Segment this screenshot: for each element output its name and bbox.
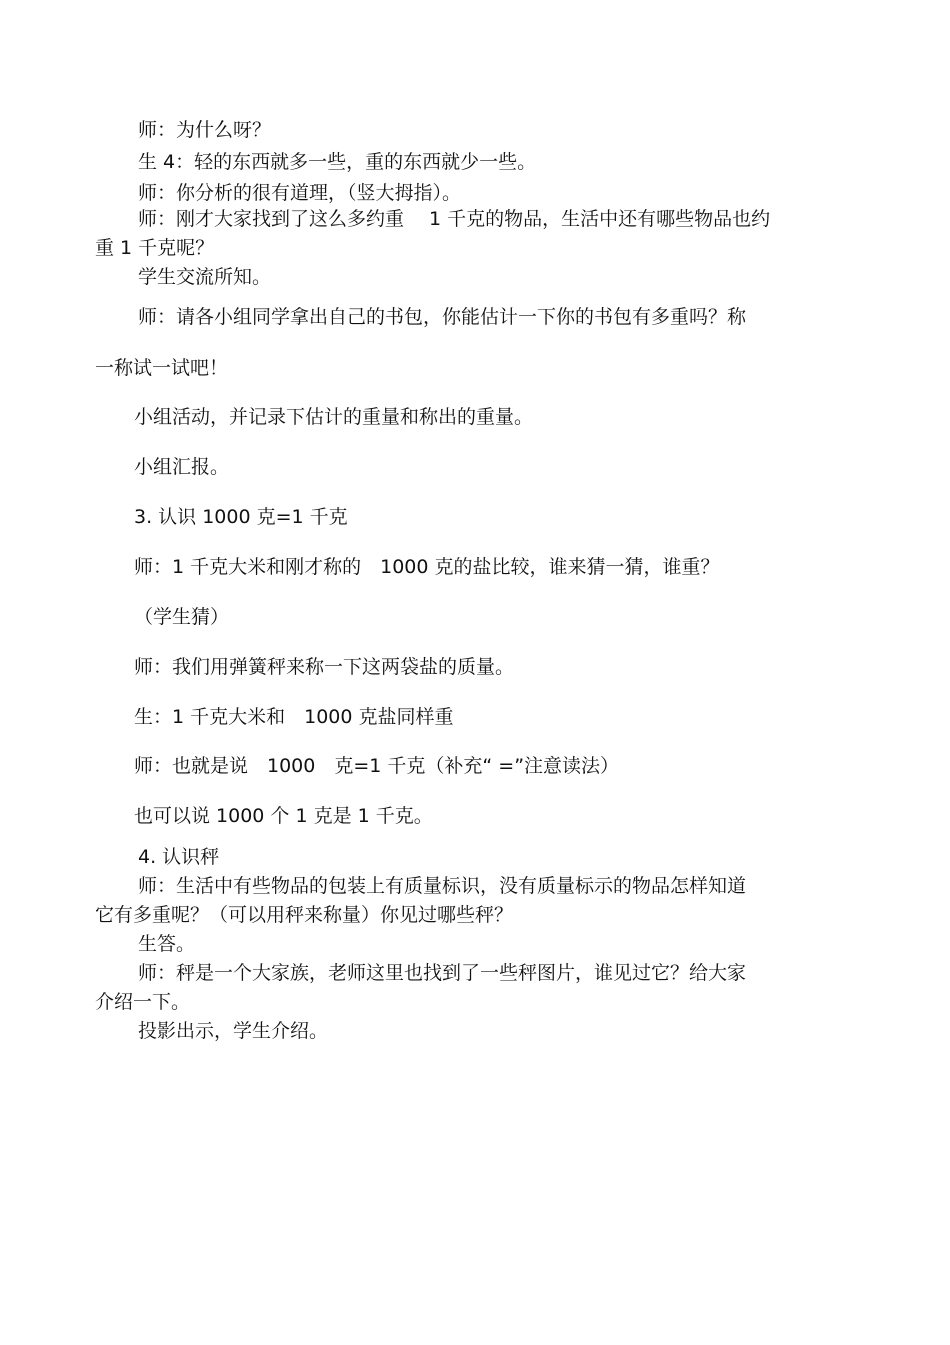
text-line: 小组活动，并记录下估计的重量和称出的重量。 (134, 406, 534, 428)
text-line: 重 1 千克呢？ (95, 237, 215, 259)
text-line: 师：也就是说 1000 克=1 千克（补充“ =”注意读法） (134, 755, 620, 777)
section-heading: 3. 认识 1000 克=1 千克 (134, 506, 348, 528)
section-heading: 4. 认识秤 (138, 846, 220, 868)
text-line: 一称试一试吧！ (95, 357, 229, 379)
text-line: （学生猜） (134, 606, 230, 628)
text-line: 投影出示，学生介绍。 (138, 1020, 329, 1042)
text-line: 师：1 千克大米和刚才称的 1000 克的盐比较，谁来猜一猜，谁重？ (134, 556, 720, 578)
text-line: 也可以说 1000 个 1 克是 1 千克。 (134, 805, 433, 827)
text-line: 生答。 (138, 933, 196, 955)
text-line: 师：刚才大家找到了这么多约重 1 千克的物品，生活中还有哪些物品也约 (138, 208, 771, 230)
text-line: 师：请各小组同学拿出自己的书包，你能估计一下你的书包有多重吗？称 (138, 306, 747, 328)
text-line: 它有多重呢？（可以用秤来称量）你见过哪些秤？ (95, 904, 514, 926)
text-line: 介绍一下。 (95, 991, 191, 1013)
text-line: 师：为什么呀？ (138, 119, 272, 141)
text-line: 师：秤是一个大家族，老师这里也找到了一些秤图片，谁见过它？给大家 (138, 962, 747, 984)
text-line: 生 4：轻的东西就多一些，重的东西就少一些。 (138, 151, 537, 173)
text-line: 学生交流所知。 (138, 266, 272, 288)
text-line: 生：1 千克大米和 1000 克盐同样重 (134, 706, 454, 728)
text-line: 师：生活中有些物品的包装上有质量标识，没有质量标示的物品怎样知道 (138, 875, 747, 897)
text-line: 师：你分析的很有道理，（竖大拇指）。 (138, 182, 462, 204)
text-line: 师：我们用弹簧秤来称一下这两袋盐的质量。 (134, 656, 515, 678)
text-line: 小组汇报。 (134, 456, 230, 478)
